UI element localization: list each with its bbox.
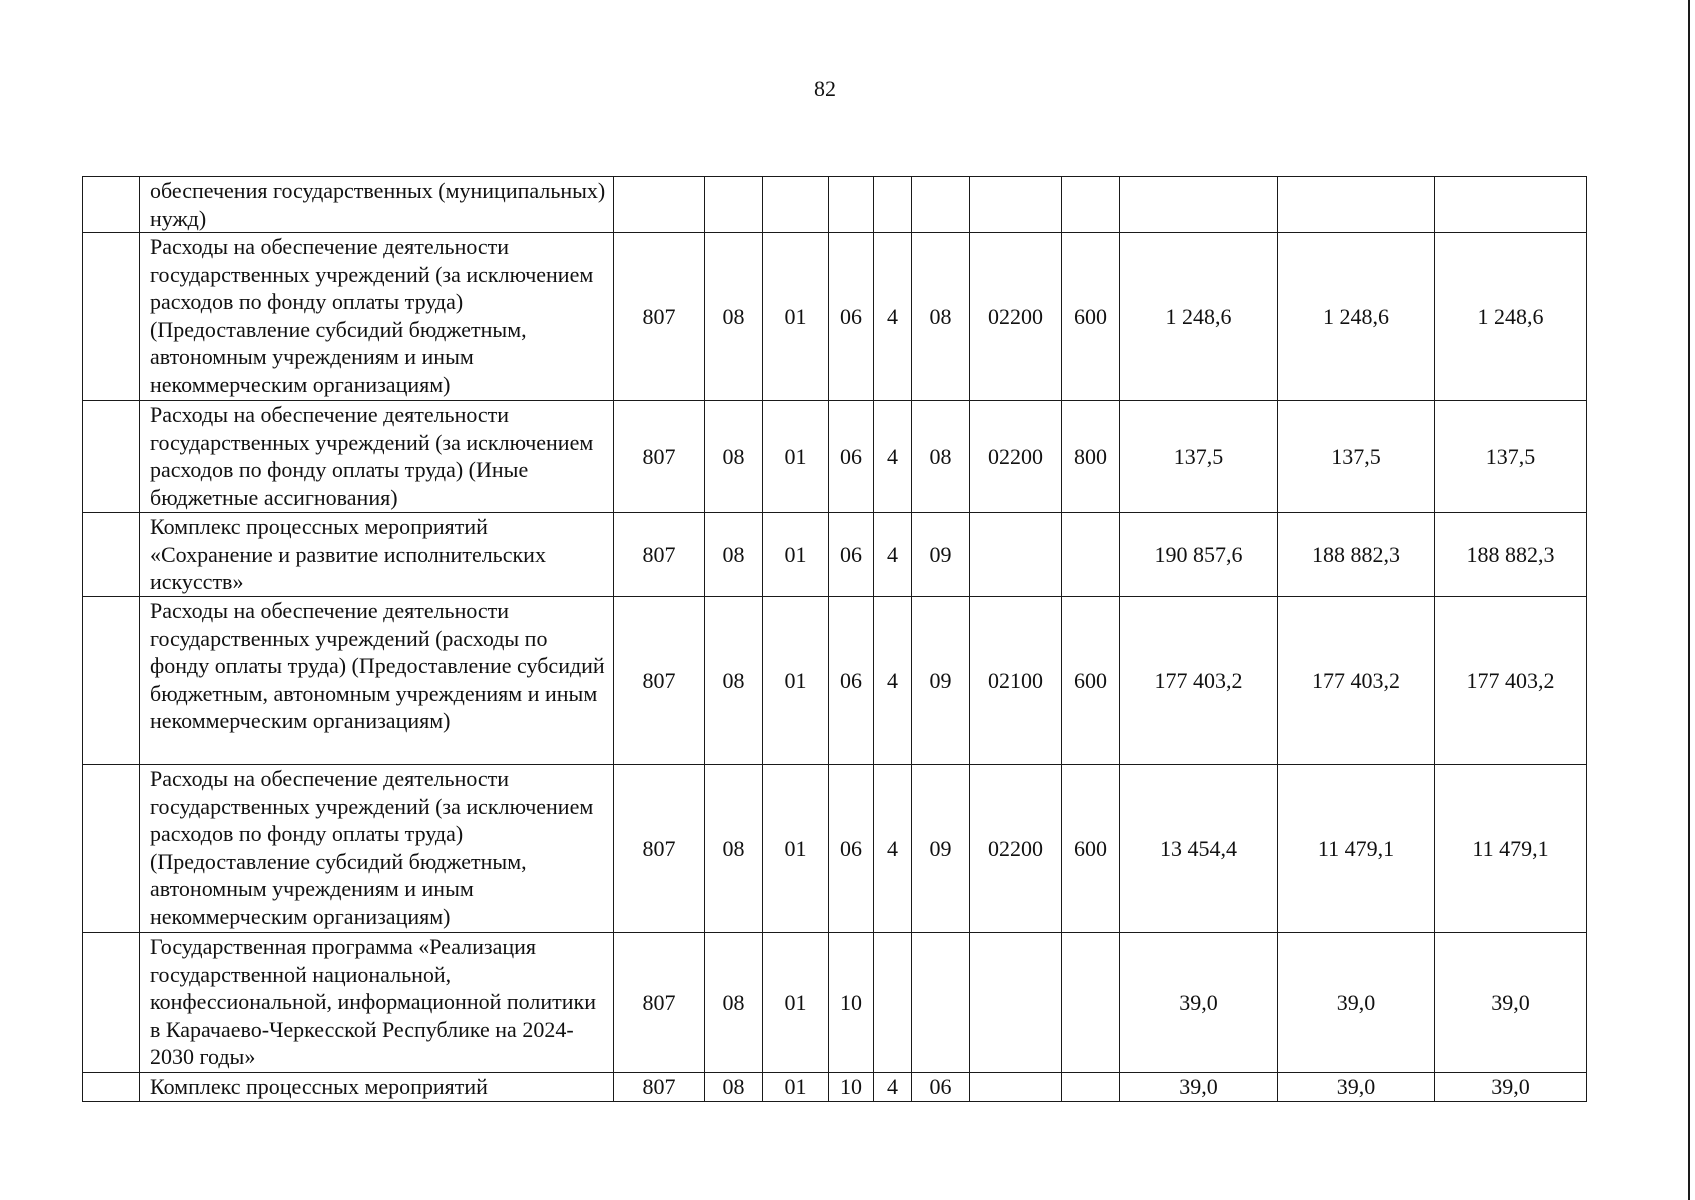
amount-cell-1: 190 857,6	[1120, 513, 1278, 597]
ministry-code-cell: 807	[614, 597, 705, 765]
table-row	[83, 765, 1587, 933]
amount-cell-2: 188 882,3	[1278, 513, 1435, 597]
table-row	[83, 933, 1587, 1073]
table-row	[83, 513, 1587, 597]
program-code-cell: 06	[829, 233, 874, 401]
amount-cell-3	[1435, 177, 1587, 233]
program-code-cell: 06	[829, 401, 874, 513]
row-number-cell	[83, 765, 140, 933]
section-code-cell: 08	[705, 1073, 763, 1102]
direction-code-cell	[970, 177, 1062, 233]
program-type-code-cell	[874, 177, 912, 233]
ministry-code-cell	[614, 177, 705, 233]
amount-cell-3: 177 403,2	[1435, 597, 1587, 765]
subsection-code-cell	[763, 177, 829, 233]
expense-type-code-cell	[1062, 933, 1120, 1073]
expense-type-code-cell	[1062, 1073, 1120, 1102]
program-type-code-cell: 4	[874, 401, 912, 513]
structural-element-code-cell: 09	[912, 513, 970, 597]
program-type-code-cell: 4	[874, 765, 912, 933]
amount-cell-2: 39,0	[1278, 1073, 1435, 1102]
row-number-cell	[83, 597, 140, 765]
section-code-cell: 08	[705, 401, 763, 513]
subsection-code-cell: 01	[763, 401, 829, 513]
table-row	[83, 233, 1587, 401]
table-row	[83, 597, 1587, 765]
amount-cell-3: 188 882,3	[1435, 513, 1587, 597]
description-cell: Расходы на обеспечение деятельности государственных учреждений (за исключением расходов по фонду оплаты труда) (Предоставление субсидий бюджетным, автономным учреждениям и иным некоммерческим организациям)	[140, 765, 614, 933]
amount-cell-1	[1120, 177, 1278, 233]
program-code-cell: 10	[829, 933, 874, 1073]
direction-code-cell: 02200	[970, 401, 1062, 513]
amount-cell-3: 137,5	[1435, 401, 1587, 513]
section-code-cell: 08	[705, 765, 763, 933]
ministry-code-cell: 807	[614, 401, 705, 513]
program-type-code-cell: 4	[874, 513, 912, 597]
expense-type-code-cell: 600	[1062, 765, 1120, 933]
structural-element-code-cell: 08	[912, 233, 970, 401]
section-code-cell: 08	[705, 933, 763, 1073]
amount-cell-2: 1 248,6	[1278, 233, 1435, 401]
expense-type-code-cell: 600	[1062, 233, 1120, 401]
table-row	[83, 401, 1587, 513]
direction-code-cell: 02100	[970, 597, 1062, 765]
direction-code-cell: 02200	[970, 233, 1062, 401]
structural-element-code-cell	[912, 933, 970, 1073]
row-number-cell	[83, 177, 140, 233]
row-number-cell	[83, 233, 140, 401]
amount-cell-3: 1 248,6	[1435, 233, 1587, 401]
program-type-code-cell	[874, 933, 912, 1073]
table-row	[83, 1073, 1587, 1102]
subsection-code-cell: 01	[763, 513, 829, 597]
amount-cell-1: 137,5	[1120, 401, 1278, 513]
amount-cell-2	[1278, 177, 1435, 233]
ministry-code-cell: 807	[614, 765, 705, 933]
description-cell: Расходы на обеспечение деятельности государственных учреждений (за исключением расходов по фонду оплаты труда) (Предоставление субсидий бюджетным, автономным учреждениям и иным некоммерческим организациям)	[140, 233, 614, 401]
amount-cell-2: 137,5	[1278, 401, 1435, 513]
description-cell: Расходы на обеспечение деятельности государственных учреждений (расходы по фонду оплаты труда) (Предоставление субсидий бюджетным, автономным учреждениям и иным некоммерческим организациям)	[140, 597, 614, 765]
direction-code-cell	[970, 933, 1062, 1073]
subsection-code-cell: 01	[763, 933, 829, 1073]
subsection-code-cell: 01	[763, 597, 829, 765]
section-code-cell: 08	[705, 513, 763, 597]
amount-cell-1: 39,0	[1120, 933, 1278, 1073]
section-code-cell	[705, 177, 763, 233]
section-code-cell: 08	[705, 233, 763, 401]
program-code-cell: 06	[829, 597, 874, 765]
description-cell: Расходы на обеспечение деятельности государственных учреждений (за исключением расходов по фонду оплаты труда) (Иные бюджетные ассигнования)	[140, 401, 614, 513]
page-number: 82	[814, 76, 836, 101]
amount-cell-2: 11 479,1	[1278, 765, 1435, 933]
ministry-code-cell: 807	[614, 513, 705, 597]
description-cell: Комплекс процессных мероприятий «Сохранение и развитие исполнительских искусств»	[140, 513, 614, 597]
row-number-cell	[83, 1073, 140, 1102]
program-type-code-cell: 4	[874, 1073, 912, 1102]
program-code-cell: 06	[829, 765, 874, 933]
table-row	[83, 177, 1587, 233]
budget-table-body	[83, 177, 1587, 1102]
expense-type-code-cell	[1062, 177, 1120, 233]
expense-type-code-cell	[1062, 513, 1120, 597]
direction-code-cell	[970, 513, 1062, 597]
structural-element-code-cell: 06	[912, 1073, 970, 1102]
amount-cell-1: 177 403,2	[1120, 597, 1278, 765]
amount-cell-2: 39,0	[1278, 933, 1435, 1073]
budget-table	[82, 176, 1587, 1102]
amount-cell-1: 13 454,4	[1120, 765, 1278, 933]
amount-cell-3: 39,0	[1435, 933, 1587, 1073]
structural-element-code-cell: 09	[912, 765, 970, 933]
subsection-code-cell: 01	[763, 1073, 829, 1102]
description-cell: Государственная программа «Реализация государственной национальной, конфессиональной, информационной политики в Карачаево-Черкесской Республике на 2024-2030 годы»	[140, 933, 614, 1073]
expense-type-code-cell: 800	[1062, 401, 1120, 513]
scan-edge-line	[1688, 0, 1690, 1200]
amount-cell-3: 39,0	[1435, 1073, 1587, 1102]
structural-element-code-cell: 09	[912, 597, 970, 765]
ministry-code-cell: 807	[614, 1073, 705, 1102]
direction-code-cell: 02200	[970, 765, 1062, 933]
amount-cell-3: 11 479,1	[1435, 765, 1587, 933]
ministry-code-cell: 807	[614, 233, 705, 401]
section-code-cell: 08	[705, 597, 763, 765]
expense-type-code-cell: 600	[1062, 597, 1120, 765]
ministry-code-cell: 807	[614, 933, 705, 1073]
program-type-code-cell: 4	[874, 597, 912, 765]
structural-element-code-cell: 08	[912, 401, 970, 513]
direction-code-cell	[970, 1073, 1062, 1102]
amount-cell-2: 177 403,2	[1278, 597, 1435, 765]
subsection-code-cell: 01	[763, 233, 829, 401]
program-type-code-cell: 4	[874, 233, 912, 401]
structural-element-code-cell	[912, 177, 970, 233]
program-code-cell: 10	[829, 1073, 874, 1102]
description-cell: обеспечения государственных (муниципальных) нужд)	[140, 177, 614, 233]
row-number-cell	[83, 401, 140, 513]
description-cell: Комплекс процессных мероприятий	[140, 1073, 614, 1102]
program-code-cell	[829, 177, 874, 233]
subsection-code-cell: 01	[763, 765, 829, 933]
amount-cell-1: 39,0	[1120, 1073, 1278, 1102]
amount-cell-1: 1 248,6	[1120, 233, 1278, 401]
row-number-cell	[83, 513, 140, 597]
program-code-cell: 06	[829, 513, 874, 597]
row-number-cell	[83, 933, 140, 1073]
